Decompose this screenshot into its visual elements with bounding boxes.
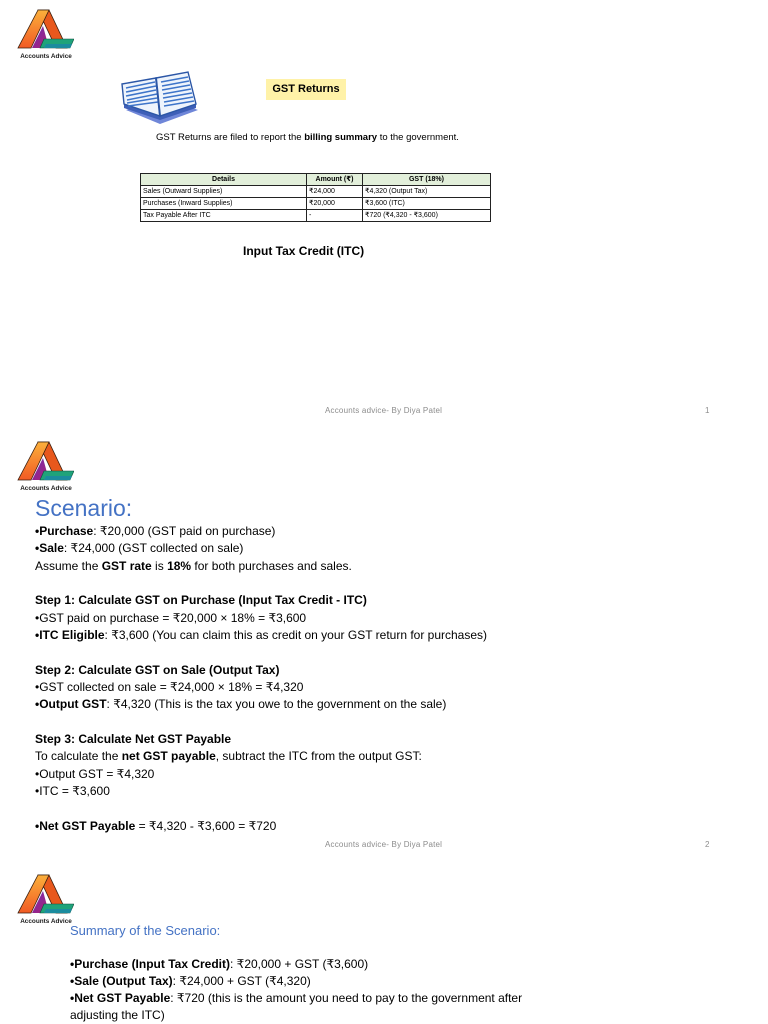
scenario-body (35, 523, 487, 835)
logo-a-icon (16, 873, 74, 917)
bold-text: •Net GST Payable (35, 818, 136, 833)
paragraph (35, 818, 487, 835)
bold-text: Step 2: Calculate GST on Sale (Output Tax) (35, 662, 280, 677)
text-line (35, 731, 487, 748)
text: : ₹20,000 + GST (₹3,600) (230, 957, 369, 971)
text-line (35, 558, 487, 575)
paragraph (70, 956, 522, 1024)
table-cell: Tax Payable After ITC (141, 210, 307, 222)
open-book-icon (116, 70, 200, 128)
page-number: 1 (705, 406, 710, 415)
document-page-1 (0, 0, 768, 433)
text: : ₹3,600 (You can claim this as credit on your GST return for purchases) (104, 628, 488, 643)
column-header-details: Details (141, 174, 307, 186)
page-title: GST Returns (266, 79, 346, 100)
text: adjusting the ITC) (70, 1008, 165, 1022)
text-line (35, 610, 487, 627)
column-header-amount: Amount (₹) (307, 174, 363, 186)
gst-summary-table (140, 173, 491, 222)
text: To calculate the (35, 749, 122, 764)
text-line (70, 973, 522, 990)
text: : ₹4,320 (This is the tax you owe to the government on the sale) (106, 697, 447, 712)
bold-text: 18% (167, 558, 192, 573)
text: •GST collected on sale = ₹24,000 × 18% = ₹4,320 (35, 680, 304, 695)
logo-text: Accounts Advice (20, 485, 72, 492)
text-line (35, 818, 487, 835)
bold-text: •ITC Eligible (35, 628, 105, 643)
table-cell: - (307, 210, 363, 222)
document-page-3 (0, 866, 768, 1024)
text: = ₹4,320 - ₹3,600 = ₹720 (135, 818, 277, 833)
text-line (70, 990, 522, 1007)
bold-text: •Purchase (Input Tax Credit) (70, 957, 231, 971)
accounts-advice-logo (16, 873, 76, 929)
page-number: 2 (705, 840, 710, 849)
paragraph (35, 662, 487, 714)
bold-text: GST rate (101, 558, 152, 573)
text: GST Returns are filed to report the (156, 132, 305, 143)
bold-text: net GST payable (121, 749, 216, 764)
paragraph (35, 592, 487, 644)
text-line (35, 627, 487, 644)
bold-text: Step 3: Calculate Net GST Payable (35, 732, 232, 747)
text-line (35, 592, 487, 609)
text-line (35, 662, 487, 679)
table-header-row (141, 174, 491, 186)
bold-text: Step 1: Calculate GST on Purchase (Input Tax Credit - ITC) (35, 593, 367, 608)
paragraph (35, 731, 487, 800)
text-line (70, 1007, 522, 1024)
table-cell: ₹20,000 (307, 198, 363, 210)
text: Assume the (35, 558, 102, 573)
text: for both purchases and sales. (191, 558, 352, 573)
text-line (156, 132, 459, 144)
table-cell: ₹24,000 (307, 186, 363, 198)
text: : ₹24,000 (GST collected on sale) (63, 541, 244, 556)
text-line (70, 956, 522, 973)
text: •Output GST = ₹4,320 (35, 766, 155, 781)
text-line (35, 696, 487, 713)
table-cell: Purchases (Inward Supplies) (141, 198, 307, 210)
table-cell: Sales (Outward Supplies) (141, 186, 307, 198)
text: •GST paid on purchase = ₹20,000 × 18% = ₹3,600 (35, 610, 307, 625)
text: , subtract the ITC from the output GST: (215, 749, 422, 764)
text-line (35, 783, 487, 800)
table-row (141, 198, 491, 210)
text: : ₹720 (this is the amount you need to pay to the government after (170, 991, 523, 1005)
logo-text: Accounts Advice (20, 918, 72, 925)
paragraph (156, 132, 459, 144)
page-footer: Accounts advice- By Diya Patel (325, 406, 443, 415)
bold-text: •Purchase (35, 524, 94, 538)
table-row (141, 186, 491, 198)
page-footer: Accounts advice- By Diya Patel (325, 840, 443, 849)
table-row (141, 210, 491, 222)
logo-a-icon (16, 8, 74, 52)
summary-body (70, 956, 522, 1024)
document-page-2 (0, 433, 768, 866)
bold-text: •Sale (Output Tax) (70, 974, 173, 988)
text: : ₹20,000 (GST paid on purchase) (93, 524, 276, 538)
scenario-heading: Scenario: (35, 495, 133, 521)
bold-text: •Sale (35, 541, 64, 556)
accounts-advice-logo (16, 440, 76, 496)
section-subheading: Input Tax Credit (ITC) (243, 244, 365, 258)
text: to the government. (377, 132, 459, 143)
accounts-advice-logo (16, 8, 76, 64)
logo-a-icon (16, 440, 74, 484)
table-cell: ₹3,600 (ITC) (363, 198, 491, 210)
intro-text (156, 132, 459, 144)
bold-text: •Output GST (35, 697, 107, 712)
text-line (35, 748, 487, 765)
logo-text: Accounts Advice (20, 53, 72, 60)
text-line (35, 523, 487, 540)
summary-heading: Summary of the Scenario: (70, 923, 221, 938)
text-line (35, 679, 487, 696)
table-cell: ₹4,320 (Output Tax) (363, 186, 491, 198)
paragraph (35, 523, 487, 575)
table-cell: ₹720 (₹4,320 - ₹3,600) (363, 210, 491, 222)
bold-text: billing summary (304, 132, 378, 143)
bold-text: •Net GST Payable (70, 991, 171, 1005)
column-header-gst: GST (18%) (363, 174, 491, 186)
text: is (151, 558, 168, 573)
text-line (35, 540, 487, 557)
text: •ITC = ₹3,600 (35, 784, 110, 799)
text: : ₹24,000 + GST (₹4,320) (172, 974, 311, 988)
text-line (35, 766, 487, 783)
